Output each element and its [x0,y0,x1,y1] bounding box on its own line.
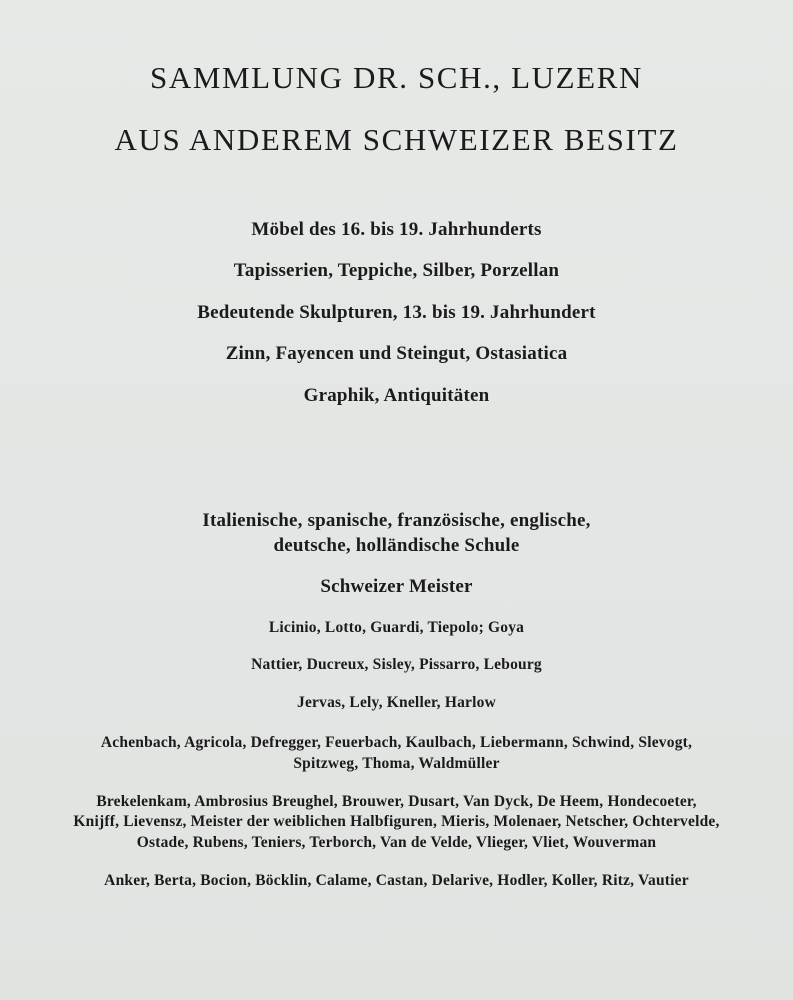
artists-dutch-line-2: Knijff, Lievensz, Meister der weiblichen Halbfiguren, Mieris, Molenaer, Netscher, Ochtervelde, [73,813,720,830]
category-pewter: Zinn, Fayencen und Steingut, Ostasiatica [225,343,568,364]
schools-line-2: deutsche, holländische Schule [273,535,520,556]
artists-italian-spanish: Licinio, Lotto, Guardi, Tiepolo; Goya [268,619,525,636]
schools-line-1: Italienische, spanische, französische, englische, [202,510,591,531]
title-line-2: AUS ANDEREM SCHWEIZER BESITZ [114,122,679,157]
category-sculptures: Bedeutende Skulpturen, 13. bis 19. Jahrhundert [197,302,596,323]
category-furniture: Möbel des 16. bis 19. Jahrhunderts [251,219,542,240]
artists-dutch-line-3: Ostade, Rubens, Teniers, Terborch, Van de Velde, Vlieger, Vliet, Wouverman [136,834,657,851]
artists-german-line-2: Spitzweg, Thoma, Waldmüller [293,755,500,772]
title-line-1: SAMMLUNG DR. SCH., LUZERN [150,60,643,95]
artists-german-line-1: Achenbach, Agricola, Defregger, Feuerbach, Kaulbach, Liebermann, Schwind, Slevogt, [100,734,693,751]
artists-french: Nattier, Ducreux, Sisley, Pissarro, Lebourg [251,656,542,673]
artists-dutch-line-1: Brekelenkam, Ambrosius Breughel, Brouwer, Dusart, Van Dyck, De Heem, Hondecoeter, [96,793,697,810]
swiss-masters-heading: Schweizer Meister [320,576,473,597]
category-tapestries: Tapisserien, Teppiche, Silber, Porzellan [233,260,560,281]
category-graphics: Graphik, Antiquitäten [303,385,490,406]
artists-english: Jervas, Lely, Kneller, Harlow [297,694,496,711]
artists-swiss: Anker, Berta, Bocion, Böcklin, Calame, Castan, Delarive, Hodler, Koller, Ritz, Vautier [104,872,689,889]
